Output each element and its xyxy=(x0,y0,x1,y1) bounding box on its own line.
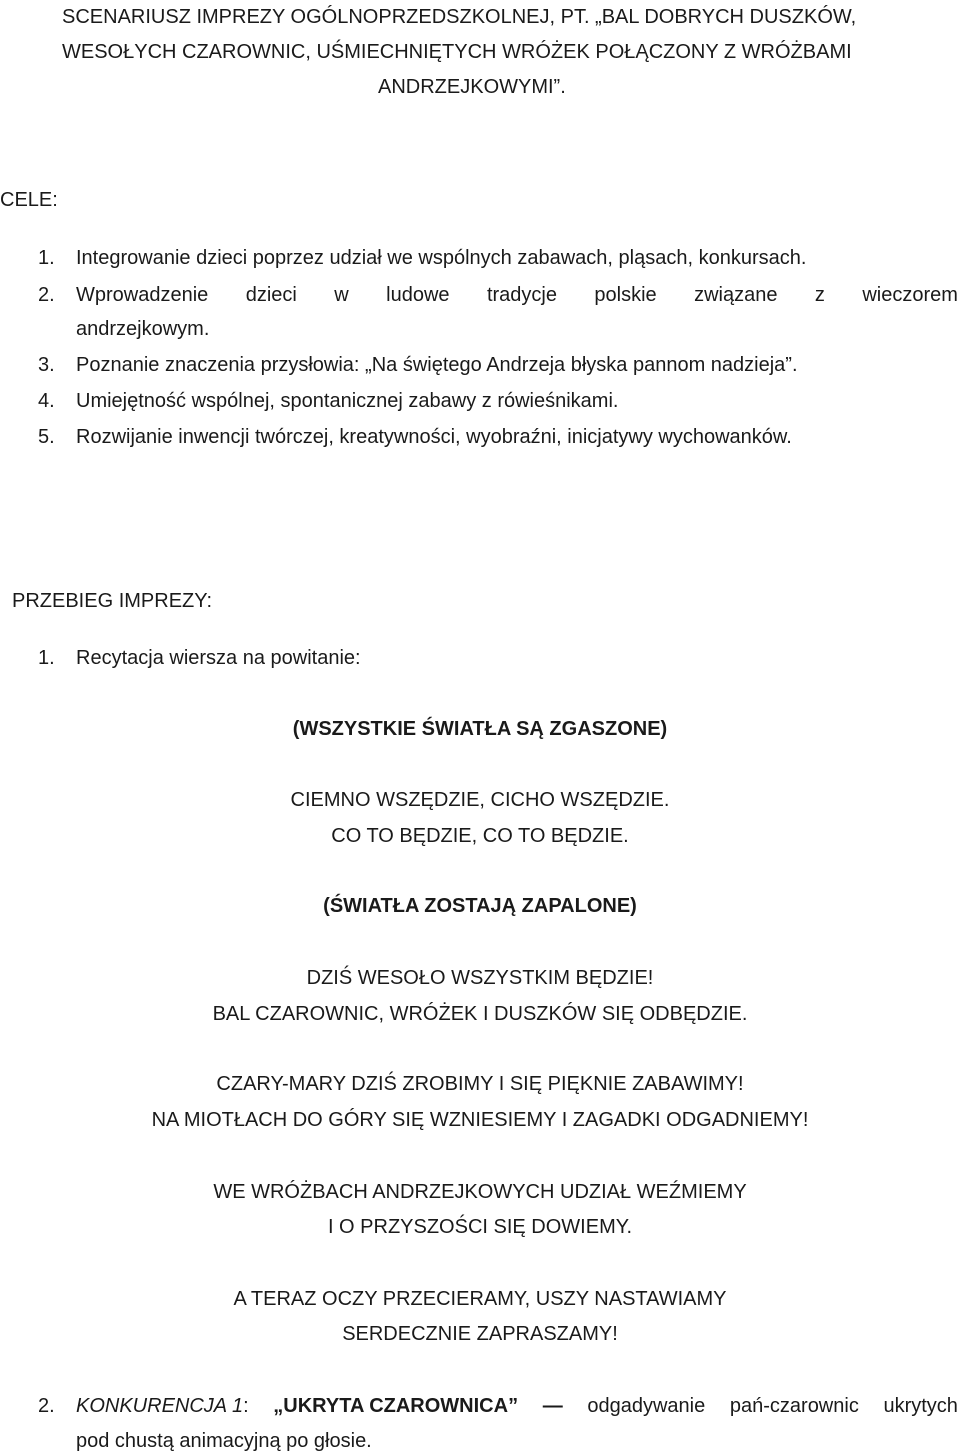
goal-word: związane xyxy=(694,284,778,306)
goal-word: dzieci xyxy=(245,284,297,306)
poem-line: CIEMNO WSZĘDZIE, CICHO WSZĘDZIE. xyxy=(290,789,670,811)
step-word: ukrytych xyxy=(883,1395,958,1417)
poem-line: CO TO BĘDZIE, CO TO BĘDZIE. xyxy=(331,825,629,847)
goal-text: Integrowanie dzieci poprzez udział we wspólnych zabawach, pląsach, konkursach. xyxy=(76,247,807,269)
step-text xyxy=(76,1396,958,1416)
title-line-2: WESOŁYCH CZAROWNIC, UŚMIECHNIĘTYCH WRÓŻEK POŁĄCZONY Z WRÓŻBAMI xyxy=(62,41,852,63)
goal-number: 3. xyxy=(38,354,55,376)
label-colon: : xyxy=(243,1395,249,1417)
goal-item-1 xyxy=(38,248,806,268)
program-heading: PRZEBIEG IMPREZY: xyxy=(12,590,213,612)
goal-item-5 xyxy=(38,427,792,447)
program-step-2 xyxy=(38,1396,958,1416)
competition-label-group xyxy=(76,1396,249,1416)
title-line-1: SCENARIUSZ IMPREZY OGÓLNOPRZEDSZKOLNEJ, PT. „BAL DOBRYCH DUSZKÓW, xyxy=(62,6,857,28)
em-dash: — xyxy=(542,1395,563,1417)
goal-item-3 xyxy=(38,355,798,375)
stage-direction-lights-off: (WSZYSTKIE ŚWIATŁA SĄ ZGASZONE) xyxy=(292,718,668,740)
goal-word: wieczorem xyxy=(862,284,958,306)
poem-line: WE WRÓŻBACH ANDRZEJKOWYCH UDZIAŁ WEŹMIEMY xyxy=(213,1181,747,1203)
goal-item-4 xyxy=(38,391,618,411)
competition-name: „UKRYTA CZAROWNICA” xyxy=(273,1395,519,1417)
poem-line: CZARY-MARY DZIŚ ZROBIMY I SIĘ PIĘKNIE ZABAWIMY! xyxy=(216,1073,744,1095)
step-number: 2. xyxy=(38,1395,55,1417)
step-number: 1. xyxy=(38,647,55,669)
step-text: Recytacja wiersza na powitanie: xyxy=(76,647,361,669)
poem-line: NA MIOTŁACH DO GÓRY SIĘ WZNIESIEMY I ZAGADKI ODGADNIEMY! xyxy=(151,1109,809,1131)
program-step-1 xyxy=(38,648,361,668)
goal-number: 4. xyxy=(38,390,55,412)
program-step-2-continuation: pod chustą animacyjną po głosie. xyxy=(76,1430,372,1452)
goal-item-2 xyxy=(38,285,958,305)
poem-line: SERDECZNIE ZAPRASZAMY! xyxy=(342,1323,618,1345)
poem-line: I O PRZYSZOŚCI SIĘ DOWIEMY. xyxy=(327,1216,633,1238)
poem-line: DZIŚ WESOŁO WSZYSTKIM BĘDZIE! xyxy=(306,967,654,989)
goals-heading: CELE: xyxy=(0,189,58,211)
goal-text xyxy=(76,285,958,305)
goal-word: Wprowadzenie xyxy=(76,284,209,306)
goal-number: 5. xyxy=(38,426,55,448)
goal-text: Rozwijanie inwencji twórczej, kreatywności, wyobraźni, inicjatywy wychowanków. xyxy=(76,426,792,448)
step-word: odgadywanie xyxy=(587,1395,706,1417)
proverb-quote: „Na świętego Andrzeja błyska pannom nadzieja”. xyxy=(365,354,798,376)
goal-number: 2. xyxy=(38,284,55,306)
step-word: pań-czarownic xyxy=(729,1395,859,1417)
goal-number: 1. xyxy=(38,247,55,269)
goal-word: tradycje xyxy=(486,284,557,306)
goal-word: polskie xyxy=(594,284,657,306)
stage-direction-lights-on: (ŚWIATŁA ZOSTAJĄ ZAPALONE) xyxy=(323,895,637,917)
poem-line: BAL CZAROWNIC, WRÓŻEK I DUSZKÓW SIĘ ODBĘDZIE. xyxy=(212,1003,748,1025)
goal-word: ludowe xyxy=(386,284,450,306)
title-line-3: ANDRZEJKOWYMI”. xyxy=(378,76,566,98)
goal-item-2-continuation: andrzejkowym. xyxy=(76,318,210,340)
poem-line: A TERAZ OCZY PRZECIERAMY, USZY NASTAWIAMY xyxy=(233,1288,727,1310)
goal-word: z xyxy=(814,284,825,306)
goal-text: Poznanie znaczenia przysłowia: xyxy=(76,354,366,376)
goal-text: Umiejętność wspólnej, spontanicznej zabawy z rówieśnikami. xyxy=(76,390,619,412)
goal-word: w xyxy=(334,284,349,306)
competition-label: KONKURENCJA 1 xyxy=(76,1395,244,1417)
